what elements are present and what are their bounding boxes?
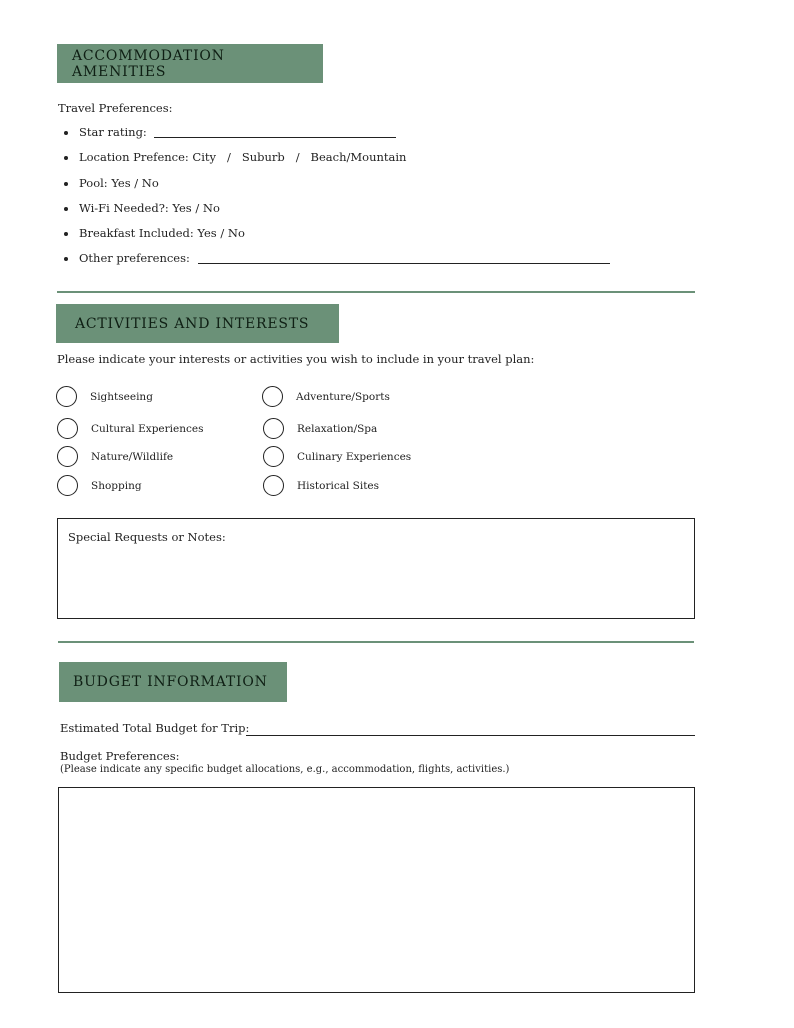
budget-preferences-box[interactable] (58, 787, 695, 993)
option-nature-wildlife[interactable] (57, 446, 173, 467)
radio-circle-icon[interactable] (57, 446, 78, 467)
option-label: Adventure/Sports (296, 390, 390, 403)
option-shopping[interactable] (57, 475, 142, 496)
option-sightseeing[interactable] (56, 386, 153, 407)
star-rating-input-line[interactable] (154, 127, 396, 138)
budget-header (59, 662, 287, 702)
option-label: Culinary Experiences (297, 450, 412, 463)
option-label: Shopping (91, 479, 142, 492)
other-preferences-label: Other preferences: (79, 251, 190, 266)
option-relaxation-spa[interactable] (263, 418, 377, 439)
breakfast-option: Breakfast Included: Yes / No (79, 226, 245, 241)
option-label: Cultural Experiences (91, 422, 204, 435)
amenities-title: ACCOMMODATION AMENITIES (72, 47, 225, 80)
total-budget-label: Estimated Total Budget for Trip: (60, 721, 250, 735)
radio-circle-icon[interactable] (263, 446, 284, 467)
preferences-list (58, 120, 610, 272)
other-preferences-input-line[interactable] (198, 253, 610, 264)
list-item (58, 145, 610, 170)
option-label: Nature/Wildlife (91, 450, 174, 463)
total-budget-input-line[interactable] (246, 735, 695, 736)
radio-circle-icon[interactable] (57, 475, 78, 496)
option-adventure-sports[interactable] (262, 386, 390, 407)
list-item (58, 246, 610, 271)
section-divider (57, 291, 695, 293)
location-preference: Location Prefence: City / Suburb / Beach/Mountain (79, 150, 407, 165)
radio-circle-icon[interactable] (263, 475, 284, 496)
list-item (58, 171, 610, 196)
wifi-option: Wi-Fi Needed?: Yes / No (79, 200, 220, 215)
list-item (58, 196, 610, 221)
activities-header (56, 304, 339, 343)
special-requests-box[interactable] (57, 518, 695, 619)
budget-preferences-hint: (Please indicate any specific budget allocations, e.g., accommodation, flights, activities.) (60, 764, 510, 775)
radio-circle-icon[interactable] (262, 386, 283, 407)
option-cultural-experiences[interactable] (57, 418, 203, 439)
radio-circle-icon[interactable] (56, 386, 77, 407)
option-historical-sites[interactable] (263, 475, 379, 496)
amenities-header (57, 44, 323, 83)
section-divider (58, 641, 694, 643)
option-label: Sightseeing (90, 390, 153, 403)
option-culinary-experiences[interactable] (263, 446, 411, 467)
pool-option: Pool: Yes / No (79, 175, 159, 190)
star-rating-label: Star rating: (79, 125, 147, 139)
list-item (58, 120, 610, 145)
special-requests-label: Special Requests or Notes: (68, 530, 226, 544)
activities-intro: Please indicate your interests or activities you wish to include in your travel plan: (57, 352, 535, 366)
activities-title: ACTIVITIES AND INTERESTS (75, 315, 310, 332)
budget-preferences-label: Budget Preferences: (60, 749, 180, 763)
list-item (58, 221, 610, 246)
travel-preferences-label: Travel Preferences: (58, 101, 173, 115)
radio-circle-icon[interactable] (57, 418, 78, 439)
budget-title: BUDGET INFORMATION (73, 674, 268, 690)
option-label: Historical Sites (297, 479, 380, 492)
radio-circle-icon[interactable] (263, 418, 284, 439)
option-label: Relaxation/Spa (297, 422, 378, 435)
